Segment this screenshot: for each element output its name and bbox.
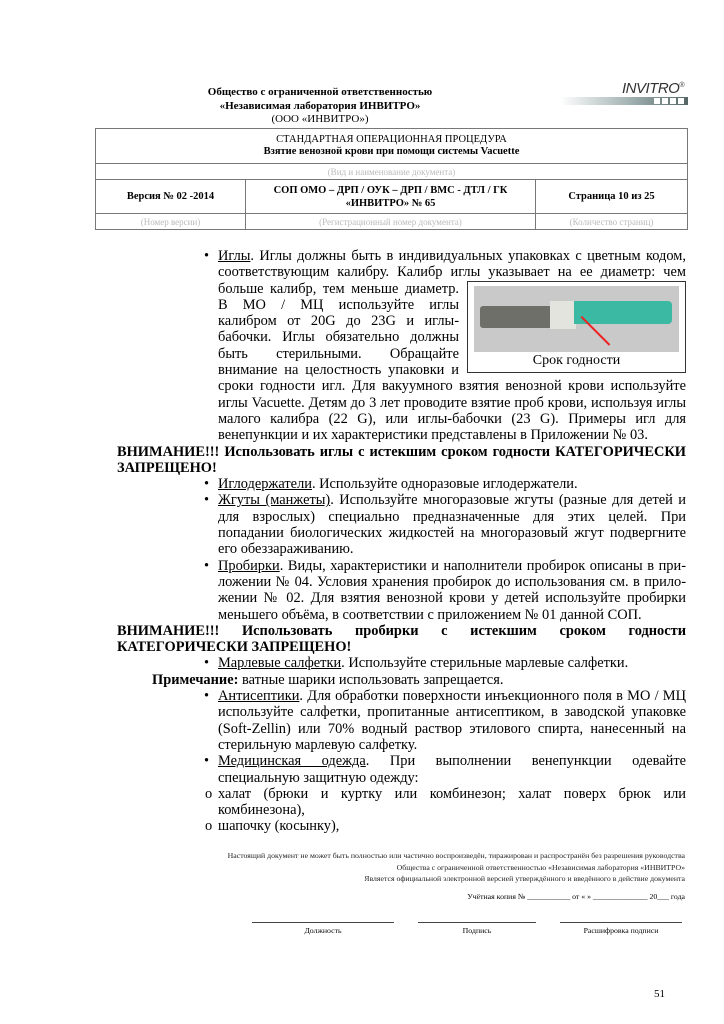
text: . При выполнении венепункции одевайте специальную защитную одежду: [218, 753, 686, 786]
list-item-gauze [218, 655, 686, 671]
list-item-holders [218, 476, 686, 492]
term: Пробирки [218, 557, 280, 574]
note-text: ватные шарики использовать запрещается. [238, 671, 504, 688]
account-copy: Учётная копия № ___________ от « » ______________ 20___ года [467, 892, 685, 901]
doc-title-cell [96, 129, 688, 164]
doc-type: СТАНДАРТНАЯ ОПЕРАЦИОННАЯ ПРОЦЕДУРА [276, 134, 507, 145]
doc-caption: (Вид и наименование документа) [96, 164, 688, 180]
figure-caption: • Срок годности [532, 353, 621, 368]
page-count: Страница 10 из 25 [536, 180, 688, 214]
warning: ВНИМАНИЕ!!! Использовать пробирки с истекшим сроком годности КАТЕГОРИЧЕСКИ ЗАПРЕЩЕНО! [117, 622, 686, 656]
text: . Виды, характеристики и наполнители пробирок описаны в приложении № 04. Условия хранения пробирок до использования см. в приложении № 02. Для взятия венозной крови у детей используйте пробирки меньшего объёма, в соответствии с приложением № 01 данной СОП. [218, 557, 686, 623]
note-label: Примечание: [152, 671, 239, 688]
document-header-table [95, 128, 688, 230]
signature-name: Расшифровка подписи [560, 922, 682, 935]
reg-number-line: СОП ОМО – ДРП / ОУК – ДРП / ВМС - ДТЛ / ГК [273, 184, 508, 196]
company-line: Общество с ограниченной ответственностью [207, 86, 433, 98]
text: . Для обработки поверхности инъекционного поля в МО / МЦ используйте салфетки, пропитанные антисептиком, в заводской упаковке (Soft-Zellin) или 70% водный раствор этилового спирта, нанесенный на стерильную марлевую салфетку. [218, 688, 686, 753]
text: . Используйте стерильные марлевые салфетки. [341, 655, 629, 672]
footer-line: Настоящий документ не может быть полностью или частично воспроизведён, тиражирован и распространён без разрешения руководства [227, 851, 685, 860]
document-body [117, 248, 686, 835]
note [152, 672, 686, 688]
warning: ВНИМАНИЕ!!! Использовать иглы с истекшим сроком годности КАТЕГОРИЧЕСКИ ЗАПРЕЩЕНО! [117, 443, 686, 476]
text: . Используйте одноразовые иглодержатели. [311, 476, 578, 493]
term: Жгуты (манжеты) [218, 492, 331, 509]
signature-position: Должность [252, 922, 394, 935]
needle-photo [474, 286, 679, 352]
sub-item: o халат (брюки и куртку или комбинезон; халат поверх брюк или комбинезона), [218, 786, 686, 819]
footer-line: Является официальной электронной версией утверждённого и введённого в действие документа [364, 874, 685, 883]
reg-number [246, 180, 536, 214]
term: Иглы [218, 248, 251, 264]
list-item-needles [218, 248, 686, 444]
list-item-tubes [218, 558, 686, 623]
footer-notice [110, 850, 685, 885]
text: . Иглы должны быть в индивидуальных упаковках с цветным кодом, соответствующим калибру. Калибр иглы указывает на ее диаметр: чем больше калибр, тем меньше диаметр. В МО / МЦ используйте иглы калибром от 20G до 23G и иглы-бабочки. Иглы обязательно должны быть стерильными. Обращайте внимание на целостность упаковки и сроки годности игл. Для вакуумного взятия венозной крови используйте иглы Vacuette. Детям до 3 лет проводите взятие проб крови, используя иглы малого калибра (22 G), или иглы-бабочки (23 G). Примеры игл для венепункции и их характеристики представлены в Приложении № 03. [218, 248, 686, 444]
page-number: 51 [654, 988, 665, 1000]
pages-caption: (Количество страниц) [536, 214, 688, 230]
footer-line: Общества с ограниченной ответственностью «Независимая лаборатория «ИНВИТРО» [396, 862, 685, 872]
needle-figure [467, 281, 686, 373]
list-item-antiseptics [218, 688, 686, 753]
term: Иглодержатели [218, 476, 312, 493]
company-name [180, 86, 460, 127]
text: . Используйте многоразовые жгуты (разные для детей и для взрослых) специально предназначенные для этих целей. При попадании биологических жидкостей на многоразовый жгут подвергните его обеззараживанию. [218, 492, 686, 558]
term: Антисептики [218, 688, 300, 705]
list-item-clothing [218, 753, 686, 786]
sub-item: o шапочку (косынку), [218, 818, 686, 834]
list-item-tourniquets [218, 492, 686, 557]
reg-number-line: «ИНВИТРО» № 65 [345, 197, 436, 209]
company-line: (ООО «ИНВИТРО») [271, 113, 369, 125]
company-line: «Независимая лаборатория ИНВИТРО» [219, 99, 421, 112]
term: Медицинская одежда [218, 753, 366, 770]
signature: Подпись [418, 922, 536, 935]
doc-title: Взятие венозной крови при помощи системы Vacuette [263, 146, 520, 157]
reg-caption: (Регистрационный номер документа) [246, 214, 536, 230]
invitro-logo: INVITRO® [560, 80, 688, 106]
version: Версия № 02 -2014 [96, 180, 246, 214]
version-caption: (Номер версии) [96, 214, 246, 230]
term: Марлевые салфетки [218, 655, 342, 672]
